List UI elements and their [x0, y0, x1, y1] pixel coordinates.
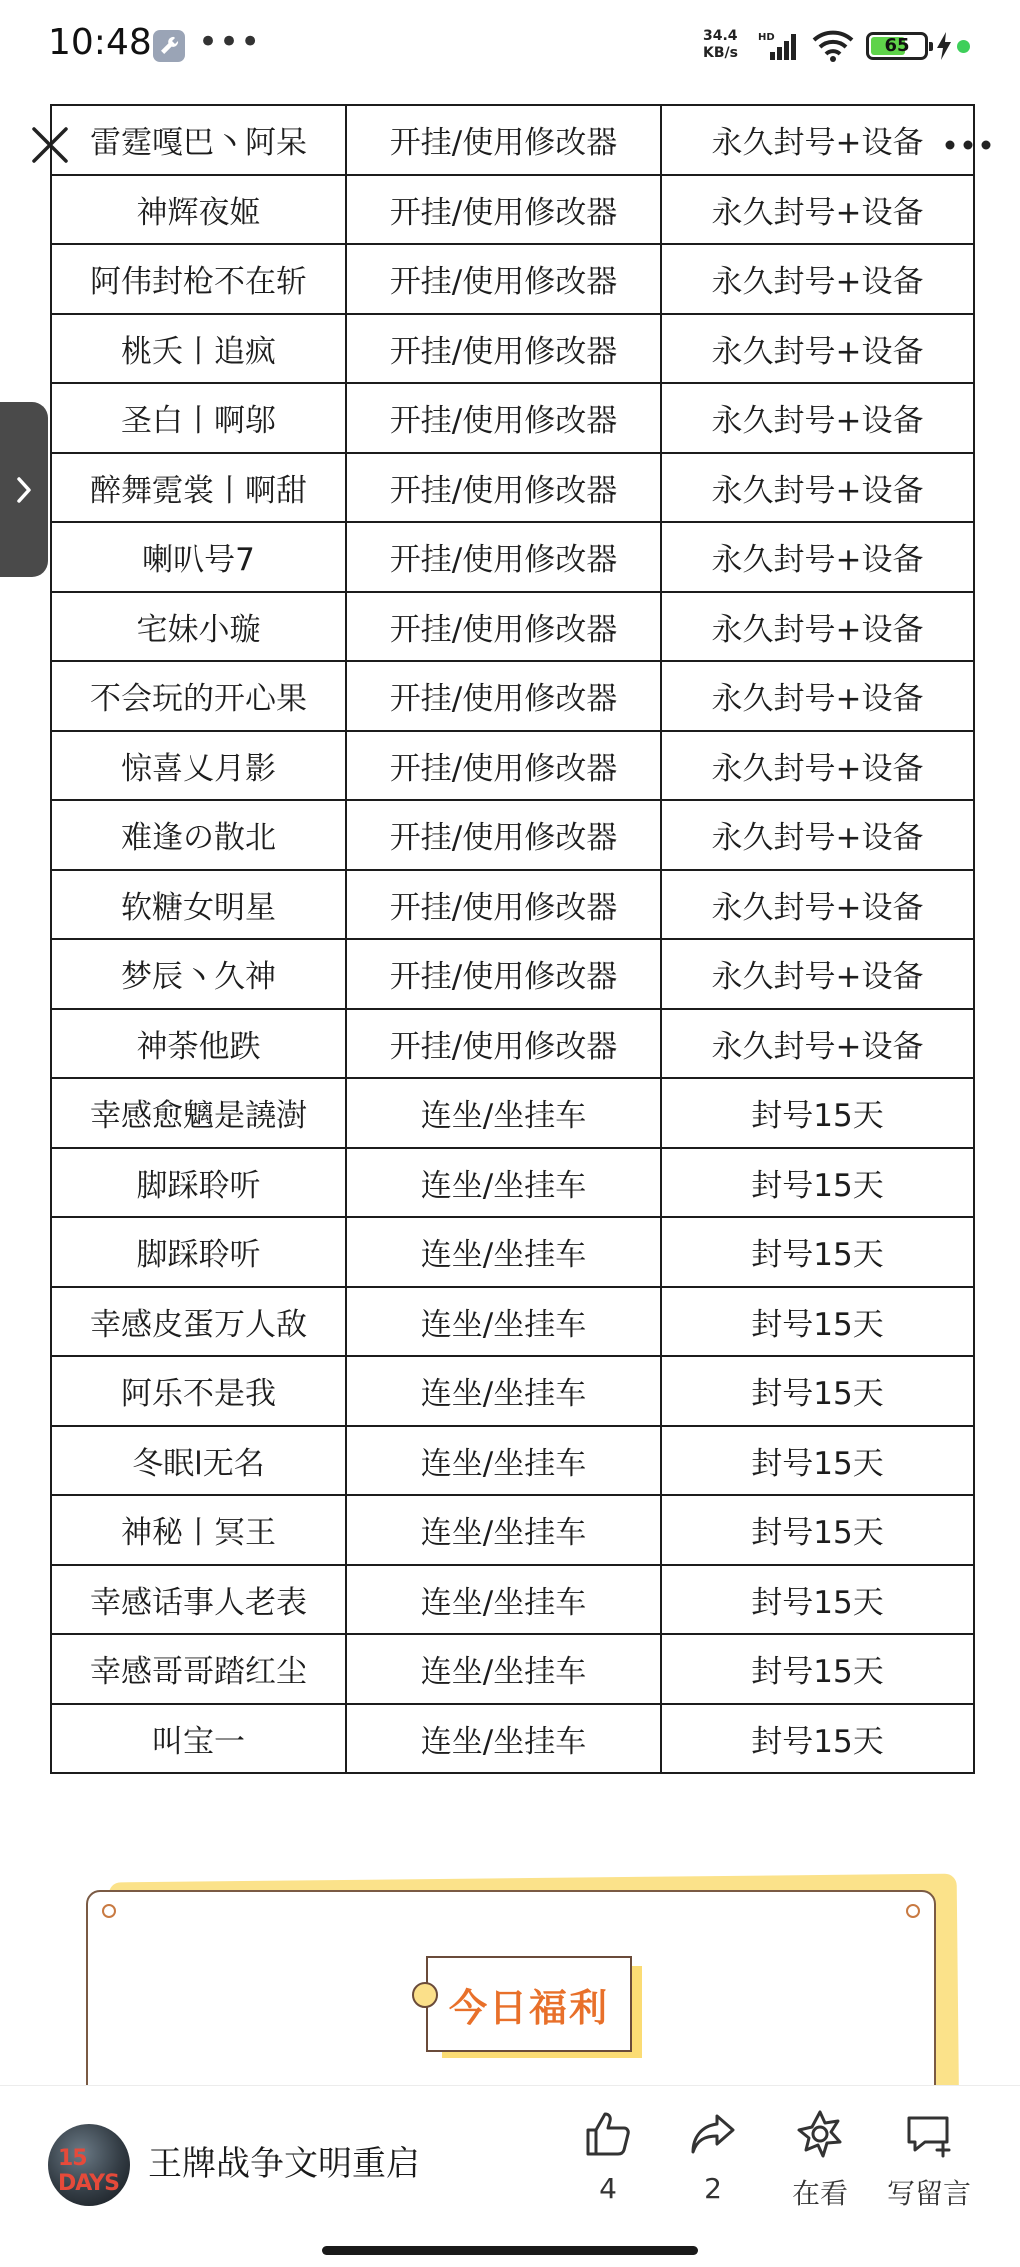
- table-row: [51, 661, 974, 731]
- table-row: [51, 870, 974, 940]
- violation-cell: 开挂/使用修改器: [346, 105, 661, 175]
- avatar-text: 15 DAYS: [58, 2146, 119, 2196]
- table-row: [51, 1287, 974, 1357]
- comment-icon: [903, 2108, 955, 2160]
- table-row: [51, 1217, 974, 1287]
- penalty-cell: 封号15天: [661, 1078, 974, 1148]
- signal-icon: [756, 30, 800, 62]
- player-name-cell: 圣白丨啊邬: [51, 383, 346, 453]
- violation-cell: 连坐/坐挂车: [346, 1634, 661, 1704]
- penalty-cell: 永久封号+设备: [661, 731, 974, 801]
- penalty-cell: 封号15天: [661, 1634, 974, 1704]
- table-row: [51, 175, 974, 245]
- player-name-cell: 软糖女明星: [51, 870, 346, 940]
- penalty-cell: 封号15天: [661, 1148, 974, 1218]
- violation-cell: 开挂/使用修改器: [346, 175, 661, 245]
- penalty-cell: 永久封号+设备: [661, 870, 974, 940]
- violation-cell: 开挂/使用修改器: [346, 453, 661, 523]
- net-speed-value: 34.4: [703, 28, 738, 44]
- network-type: HD: [758, 32, 775, 43]
- status-bar: [0, 0, 1020, 95]
- violation-cell: 连坐/坐挂车: [346, 1356, 661, 1426]
- violation-cell: 连坐/坐挂车: [346, 1078, 661, 1148]
- wow-label: 在看: [791, 2177, 848, 2210]
- bottom-action-bar: [0, 2085, 1020, 2267]
- player-name-cell: 雷霆嘎巴丶阿呆: [51, 105, 346, 175]
- table-row: [51, 1565, 974, 1635]
- benefit-badge: [426, 1956, 632, 2052]
- comment-label: 写留言: [886, 2177, 971, 2210]
- violation-cell: 开挂/使用修改器: [346, 731, 661, 801]
- violation-cell: 开挂/使用修改器: [346, 870, 661, 940]
- net-speed-unit: KB/s: [703, 45, 738, 61]
- player-name-cell: 不会玩的开心果: [51, 661, 346, 731]
- benefit-title: 今日福利: [448, 1985, 609, 2030]
- share-button[interactable]: [668, 2108, 758, 2205]
- side-expand-tab[interactable]: [0, 402, 48, 577]
- penalty-cell: 永久封号+设备: [661, 383, 974, 453]
- player-name-cell: 幸感话事人老表: [51, 1565, 346, 1635]
- like-count: 4: [599, 2172, 617, 2205]
- player-name-cell: 幸感愈魑是譊澍: [51, 1078, 346, 1148]
- table-row: [51, 592, 974, 662]
- charging-icon: [934, 30, 954, 62]
- violation-cell: 连坐/坐挂车: [346, 1217, 661, 1287]
- penalty-cell: 封号15天: [661, 1565, 974, 1635]
- wow-button[interactable]: [775, 2108, 865, 2212]
- share-count: 2: [704, 2172, 722, 2205]
- penalty-cell: 封号15天: [661, 1704, 974, 1774]
- penalty-table: [50, 125, 973, 1849]
- penalty-cell: 永久封号+设备: [661, 314, 974, 384]
- player-name-cell: 阿伟封枪不在斩: [51, 244, 346, 314]
- account-name[interactable]: 王牌战争文明重启: [148, 2144, 420, 2184]
- pin-icon: [102, 1904, 116, 1918]
- wifi-icon: [810, 28, 856, 64]
- comment-button[interactable]: [884, 2108, 974, 2212]
- player-name-cell: 醉舞霓裳丨啊甜: [51, 453, 346, 523]
- violation-cell: 连坐/坐挂车: [346, 1426, 661, 1496]
- violation-cell: 开挂/使用修改器: [346, 661, 661, 731]
- player-name-cell: 宅妹小璇: [51, 592, 346, 662]
- penalty-cell: 永久封号+设备: [661, 592, 974, 662]
- violation-cell: 开挂/使用修改器: [346, 592, 661, 662]
- violation-cell: 连坐/坐挂车: [346, 1565, 661, 1635]
- table-row: [51, 800, 974, 870]
- player-name-cell: 梦辰丶久神: [51, 939, 346, 1009]
- player-name-cell: 脚踩聆听: [51, 1217, 346, 1287]
- penalty-cell: 永久封号+设备: [661, 175, 974, 245]
- table-row: [51, 1009, 974, 1079]
- table-row: [51, 105, 974, 175]
- net-speed: [703, 28, 751, 62]
- table-row: [51, 1356, 974, 1426]
- wrench-icon: [153, 30, 185, 62]
- badge-dot-icon: [412, 1982, 438, 2008]
- penalty-cell: 封号15天: [661, 1426, 974, 1496]
- table-row: [51, 1078, 974, 1148]
- table-row: [51, 244, 974, 314]
- player-name-cell: 冬眠l无名: [51, 1426, 346, 1496]
- like-button[interactable]: [563, 2108, 653, 2205]
- avatar[interactable]: [48, 2124, 130, 2206]
- violation-cell: 连坐/坐挂车: [346, 1148, 661, 1218]
- table-row: [51, 383, 974, 453]
- like-icon: [582, 2108, 634, 2160]
- table-row: [51, 1704, 974, 1774]
- player-name-cell: 幸感哥哥踏红尘: [51, 1634, 346, 1704]
- chevron-right-icon: [14, 475, 34, 505]
- share-icon: [687, 2108, 739, 2160]
- penalty-cell: 永久封号+设备: [661, 800, 974, 870]
- privacy-indicator-dot: [957, 40, 970, 53]
- violation-cell: 开挂/使用修改器: [346, 244, 661, 314]
- table-row: [51, 453, 974, 523]
- table-row: [51, 1634, 974, 1704]
- penalty-cell: 永久封号+设备: [661, 105, 974, 175]
- penalty-cell: 永久封号+设备: [661, 1009, 974, 1079]
- violation-cell: 连坐/坐挂车: [346, 1704, 661, 1774]
- wow-icon: [794, 2108, 846, 2160]
- violation-cell: 开挂/使用修改器: [346, 522, 661, 592]
- player-name-cell: 桃夭丨追疯: [51, 314, 346, 384]
- penalty-cell: 永久封号+设备: [661, 522, 974, 592]
- penalty-cell: 永久封号+设备: [661, 453, 974, 523]
- player-name-cell: 难逢の散北: [51, 800, 346, 870]
- battery-icon: [866, 32, 928, 60]
- table-row: [51, 522, 974, 592]
- violation-cell: 开挂/使用修改器: [346, 939, 661, 1009]
- player-name-cell: 神辉夜姬: [51, 175, 346, 245]
- violation-cell: 开挂/使用修改器: [346, 800, 661, 870]
- home-indicator[interactable]: [322, 2246, 698, 2255]
- penalty-cell: 封号15天: [661, 1287, 974, 1357]
- penalty-cell: 永久封号+设备: [661, 661, 974, 731]
- player-name-cell: 喇叭号7: [51, 522, 346, 592]
- penalty-cell: 封号15天: [661, 1495, 974, 1565]
- battery-level: 65: [884, 35, 910, 56]
- table-row: [51, 1426, 974, 1496]
- penalty-cell: 封号15天: [661, 1356, 974, 1426]
- player-name-cell: 神秘丨冥王: [51, 1495, 346, 1565]
- table-row: [51, 731, 974, 801]
- violation-cell: 连坐/坐挂车: [346, 1495, 661, 1565]
- player-name-cell: 幸感皮蛋万人敌: [51, 1287, 346, 1357]
- penalty-cell: 永久封号+设备: [661, 244, 974, 314]
- table-row: [51, 1495, 974, 1565]
- pin-icon: [906, 1904, 920, 1918]
- table-row: [51, 939, 974, 1009]
- player-name-cell: 惊喜乂月影: [51, 731, 346, 801]
- table-row: [51, 1148, 974, 1218]
- status-time: 10:48: [48, 22, 152, 63]
- penalty-cell: 封号15天: [661, 1217, 974, 1287]
- player-name-cell: 叫宝一: [51, 1704, 346, 1774]
- penalty-cell: 永久封号+设备: [661, 939, 974, 1009]
- violation-cell: 连坐/坐挂车: [346, 1287, 661, 1357]
- table-row: [51, 314, 974, 384]
- violation-cell: 开挂/使用修改器: [346, 1009, 661, 1079]
- violation-cell: 开挂/使用修改器: [346, 383, 661, 453]
- player-name-cell: 阿乐不是我: [51, 1356, 346, 1426]
- player-name-cell: 脚踩聆听: [51, 1148, 346, 1218]
- more-dots-icon: •••: [198, 22, 262, 62]
- violation-cell: 开挂/使用修改器: [346, 314, 661, 384]
- benefit-card: [0, 1870, 1020, 2085]
- player-name-cell: 神荼他跌: [51, 1009, 346, 1079]
